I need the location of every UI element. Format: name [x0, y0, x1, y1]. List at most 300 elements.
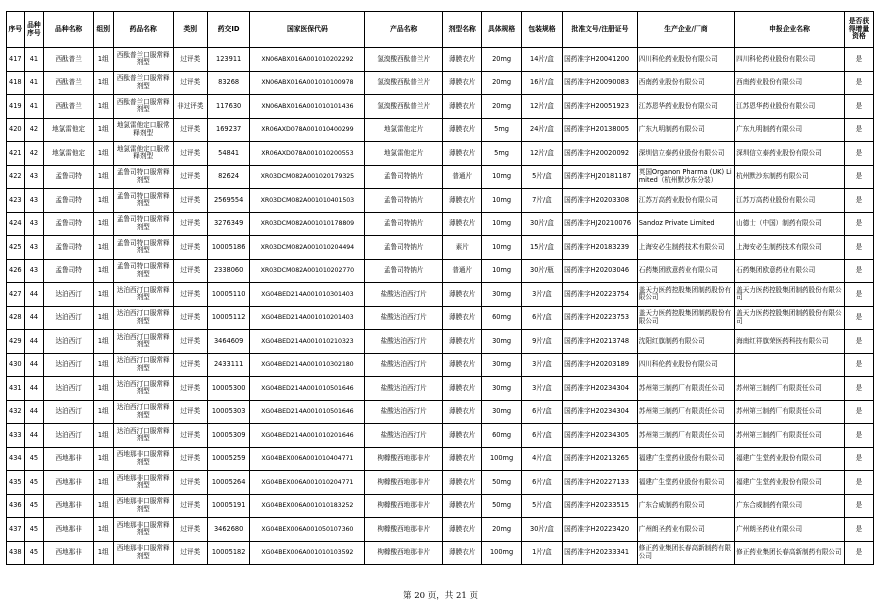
table-cell: 435 [7, 471, 25, 495]
col-header: 是否获得增量资格 [844, 12, 873, 48]
table-cell: 3片/盒 [521, 377, 562, 401]
table-cell: 西地那非口服常释剂型 [113, 494, 173, 518]
table-cell: 1组 [93, 48, 113, 72]
table-cell: 是 [844, 71, 873, 95]
table-cell: 44 [24, 283, 44, 307]
table-cell: 431 [7, 377, 25, 401]
table-cell: 418 [7, 71, 25, 95]
table-cell: 西地那非口服常释剂型 [113, 541, 173, 565]
table-cell: 1组 [93, 447, 113, 471]
table-cell: XG04BED214A001010201646 [250, 424, 365, 448]
table-cell: 423 [7, 189, 25, 213]
table-cell: 国药准字H20223753 [563, 306, 638, 330]
table-cell: 薄膜衣片 [443, 306, 482, 330]
table-cell: 3462680 [207, 518, 249, 542]
table-cell: 1组 [93, 189, 113, 213]
col-header: 类别 [173, 12, 207, 48]
table-cell: 434 [7, 447, 25, 471]
table-cell: 西地那非 [44, 494, 94, 518]
table-cell: 国药准字H20227133 [563, 471, 638, 495]
table-cell: 5片/盒 [521, 165, 562, 189]
table-cell: 1组 [93, 212, 113, 236]
table-cell: 是 [844, 142, 873, 166]
table-cell: 西地那非口服常释剂型 [113, 471, 173, 495]
table-cell: 西地那非口服常释剂型 [113, 518, 173, 542]
table-cell: 是 [844, 447, 873, 471]
table-cell: 福建广生堂药业股份有限公司 [735, 447, 845, 471]
table-cell: 孟鲁司特 [44, 189, 94, 213]
table-cell: 1组 [93, 471, 113, 495]
table-cell: 30mg [482, 377, 521, 401]
table-cell: 过评类 [173, 494, 207, 518]
table-cell: 是 [844, 353, 873, 377]
table-cell: 过评类 [173, 518, 207, 542]
table-row [7, 189, 874, 213]
table-cell: 是 [844, 118, 873, 142]
table-cell: 西酞普兰口服常释剂型 [113, 95, 173, 119]
table-cell: XG04BEX006A001010183252 [250, 494, 365, 518]
table-cell: 国药准字H20183239 [563, 236, 638, 260]
table-cell: 西酞普兰口服常释剂型 [113, 48, 173, 72]
table-row [7, 259, 874, 283]
table-cell: 44 [24, 330, 44, 354]
table-cell: 2338060 [207, 259, 249, 283]
table-cell: 41 [24, 48, 44, 72]
table-cell: 7片/盒 [521, 189, 562, 213]
col-header: 申报企业名称 [735, 12, 845, 48]
table-row [7, 541, 874, 565]
table-cell: 1组 [93, 71, 113, 95]
table-cell: 428 [7, 306, 25, 330]
table-cell: 10mg [482, 212, 521, 236]
table-cell: 5mg [482, 118, 521, 142]
table-cell: 2569554 [207, 189, 249, 213]
table-cell: 达泊西汀 [44, 306, 94, 330]
table-cell: 达泊西汀口服常释剂型 [113, 330, 173, 354]
table-cell: 四川科伦药业股份有限公司 [735, 48, 845, 72]
table-cell: 石药集团欧意药业有限公司 [735, 259, 845, 283]
table-cell: 20mg [482, 48, 521, 72]
table-cell: 上海安必生制药技术有限公司 [735, 236, 845, 260]
table-cell: 国药准字H20138005 [563, 118, 638, 142]
table-row [7, 330, 874, 354]
table-cell: 30mg [482, 330, 521, 354]
table-cell: 薄膜衣片 [443, 330, 482, 354]
table-cell: 1组 [93, 494, 113, 518]
table-cell: 孟鲁司特钠片 [365, 189, 443, 213]
table-cell: 孟鲁司特口服常释剂型 [113, 189, 173, 213]
col-header: 组别 [93, 12, 113, 48]
table-cell: 薄膜衣片 [443, 518, 482, 542]
table-cell: 江苏恩华药业股份有限公司 [735, 95, 845, 119]
col-header: 序号 [7, 12, 25, 48]
table-cell: 1组 [93, 283, 113, 307]
table-cell: 1组 [93, 118, 113, 142]
table-cell: 枸橼酸西地那非片 [365, 494, 443, 518]
table-cell: 盖天力医药控股集团制药股份有限公司 [735, 306, 845, 330]
table-cell [735, 353, 845, 377]
table-cell: 广东合威制药有限公司 [637, 494, 734, 518]
table-cell: 苏州第三制药厂有限责任公司 [735, 400, 845, 424]
table-cell: 43 [24, 165, 44, 189]
table-row [7, 400, 874, 424]
table-row [7, 118, 874, 142]
table-cell: 达泊西汀 [44, 377, 94, 401]
table-cell: 国药准字H20020092 [563, 142, 638, 166]
table-row [7, 353, 874, 377]
table-cell: 60mg [482, 306, 521, 330]
table-cell: 417 [7, 48, 25, 72]
table-cell: 30片/瓶 [521, 259, 562, 283]
table-cell: 1组 [93, 541, 113, 565]
table-cell: 过评类 [173, 212, 207, 236]
table-cell: 薄膜衣片 [443, 353, 482, 377]
table-cell: 10005259 [207, 447, 249, 471]
table-row [7, 212, 874, 236]
table-cell: 41 [24, 95, 44, 119]
table-cell: 薄膜衣片 [443, 189, 482, 213]
table-cell: 氢溴酸西酞普兰片 [365, 95, 443, 119]
table-cell: 429 [7, 330, 25, 354]
table-cell: 过评类 [173, 71, 207, 95]
col-header: 具体规格 [482, 12, 521, 48]
table-cell: 169237 [207, 118, 249, 142]
table-cell: XG04BED214A001010301403 [250, 283, 365, 307]
table-cell: 过评类 [173, 424, 207, 448]
table-cell: 苏州第三制药厂有限责任公司 [637, 424, 734, 448]
table-cell: XG04BED214A001010302180 [250, 353, 365, 377]
table-cell: 孟鲁司特钠片 [365, 212, 443, 236]
table-cell: 达泊西汀口服常释剂型 [113, 283, 173, 307]
table-cell: 海南红祥旗荣医药科技有限公司 [735, 330, 845, 354]
table-cell: 45 [24, 447, 44, 471]
col-header: 国家医保代码 [250, 12, 365, 48]
table-cell: 42 [24, 142, 44, 166]
table-cell: 20mg [482, 95, 521, 119]
table-cell: 1组 [93, 142, 113, 166]
table-cell: 苏州第三制药厂有限责任公司 [637, 400, 734, 424]
table-cell: 西酞普兰 [44, 95, 94, 119]
table-cell: 孟鲁司特口服常释剂型 [113, 212, 173, 236]
table-cell: 6片/盒 [521, 306, 562, 330]
table-cell: 30mg [482, 283, 521, 307]
table-cell: 薄膜衣片 [443, 424, 482, 448]
table-cell: 1组 [93, 400, 113, 424]
table-cell: 盐酸达泊西汀片 [365, 283, 443, 307]
table-cell: XG04BEX006A001010103592 [250, 541, 365, 565]
table-cell: 达泊西汀 [44, 424, 94, 448]
table-cell: 1组 [93, 236, 113, 260]
table-cell: 是 [844, 518, 873, 542]
table-cell: 福建广生堂药业股份有限公司 [637, 471, 734, 495]
col-header: 品种序号 [24, 12, 44, 48]
table-cell: 国药准字H20203046 [563, 259, 638, 283]
table-cell: 石药集团欧意药业有限公司 [637, 259, 734, 283]
table-cell: 英国Organon Pharma (UK) Limited（杭州默沙东分装） [637, 165, 734, 189]
table-cell: 436 [7, 494, 25, 518]
table-cell: 广州朗圣药业有限公司 [735, 518, 845, 542]
table-cell: 6片/盒 [521, 471, 562, 495]
table-cell: 82624 [207, 165, 249, 189]
table-cell: 孟鲁司特 [44, 212, 94, 236]
table-cell: 43 [24, 212, 44, 236]
table-cell: 10005264 [207, 471, 249, 495]
table-cell: 10005182 [207, 541, 249, 565]
table-cell: 1组 [93, 518, 113, 542]
table-cell: 薄膜衣片 [443, 118, 482, 142]
table-cell: 419 [7, 95, 25, 119]
table-cell: 1组 [93, 165, 113, 189]
table-cell: 枸橼酸西地那非片 [365, 518, 443, 542]
table-row [7, 283, 874, 307]
table-cell: 425 [7, 236, 25, 260]
table-cell: 过评类 [173, 471, 207, 495]
table-cell: 广东九明制药有限公司 [637, 118, 734, 142]
table-cell: 国药准字H20223420 [563, 518, 638, 542]
table-cell: 5片/盒 [521, 494, 562, 518]
table-cell: 1组 [93, 353, 113, 377]
table-cell: 20mg [482, 71, 521, 95]
table-cell: 437 [7, 518, 25, 542]
table-cell: 是 [844, 189, 873, 213]
table-cell: 盐酸达泊西汀片 [365, 400, 443, 424]
table-cell: 430 [7, 353, 25, 377]
table-cell: 苏州第三制药厂有限责任公司 [637, 377, 734, 401]
table-cell: 国药准字H20234304 [563, 377, 638, 401]
table-cell: 6片/盒 [521, 424, 562, 448]
table-cell: 薄膜衣片 [443, 142, 482, 166]
table-cell: XR03DCM082A001010202770 [250, 259, 365, 283]
table-cell: 是 [844, 95, 873, 119]
table-cell: XG04BEX006A001050107360 [250, 518, 365, 542]
table-cell: 孟鲁司特 [44, 259, 94, 283]
table-cell: 国药准字H20233341 [563, 541, 638, 565]
table-cell: 2433111 [207, 353, 249, 377]
table-cell: 过评类 [173, 165, 207, 189]
table-row [7, 424, 874, 448]
table-cell: 西南药业股份有限公司 [637, 71, 734, 95]
table-cell: 是 [844, 283, 873, 307]
table-cell: 国药准字H20041200 [563, 48, 638, 72]
table-cell: 是 [844, 259, 873, 283]
table-cell: 国药准字HJ20210076 [563, 212, 638, 236]
table-cell: 深圳信立泰药业股份有限公司 [735, 142, 845, 166]
table-cell: XG04BED214A001010210323 [250, 330, 365, 354]
table-cell: 20mg [482, 518, 521, 542]
table-cell: 10005303 [207, 400, 249, 424]
table-cell: 苏州第三制药厂有限责任公司 [735, 377, 845, 401]
table-cell: 福建广生堂药业股份有限公司 [637, 447, 734, 471]
table-cell: XG04BEX006A001010404771 [250, 447, 365, 471]
table-cell: 14片/盒 [521, 48, 562, 72]
table-cell: 30mg [482, 400, 521, 424]
table-cell: 44 [24, 400, 44, 424]
table-cell: 9片/盒 [521, 330, 562, 354]
table-cell: 1组 [93, 377, 113, 401]
table-cell: 1组 [93, 95, 113, 119]
table-cell: 44 [24, 424, 44, 448]
table-cell: 12片/盒 [521, 142, 562, 166]
table-cell: 100mg [482, 541, 521, 565]
table-cell: 江苏万高药业股份有限公司 [637, 189, 734, 213]
table-cell: 西酞普兰 [44, 48, 94, 72]
table-cell: 是 [844, 377, 873, 401]
table-row [7, 48, 874, 72]
table-cell: 1组 [93, 259, 113, 283]
table-cell: 是 [844, 471, 873, 495]
table-cell: 是 [844, 330, 873, 354]
table-cell: 433 [7, 424, 25, 448]
col-header: 品种名称 [44, 12, 94, 48]
table-cell: 是 [844, 494, 873, 518]
table-cell: 达泊西汀 [44, 400, 94, 424]
table-cell: 薄膜衣片 [443, 283, 482, 307]
table-cell: 15片/盒 [521, 236, 562, 260]
table-cell: 是 [844, 48, 873, 72]
col-header: 包装规格 [521, 12, 562, 48]
table-cell: 6片/盒 [521, 400, 562, 424]
table-cell: 国药准字H20203308 [563, 189, 638, 213]
table-cell: 地氯雷他定口服常释剂型 [113, 118, 173, 142]
table-cell: 16片/盒 [521, 71, 562, 95]
table-cell: 薄膜衣片 [443, 541, 482, 565]
table-cell: 孟鲁司特口服常释剂型 [113, 165, 173, 189]
table-cell: 1组 [93, 330, 113, 354]
table-cell: XG04BEX006A001010204771 [250, 471, 365, 495]
table-cell: 117630 [207, 95, 249, 119]
table-cell: 438 [7, 541, 25, 565]
table-cell: 杭州默沙东制药有限公司 [735, 165, 845, 189]
table-cell: 50mg [482, 494, 521, 518]
table-cell: 西地那非 [44, 541, 94, 565]
table-cell: 过评类 [173, 118, 207, 142]
table-cell: 国药准字H20090083 [563, 71, 638, 95]
table-row [7, 71, 874, 95]
table-cell: 54841 [207, 142, 249, 166]
table-cell: 江苏恩华药业股份有限公司 [637, 95, 734, 119]
table-cell: 10mg [482, 259, 521, 283]
table-cell: 非过评类 [173, 95, 207, 119]
table-row [7, 447, 874, 471]
table-cell: 过评类 [173, 447, 207, 471]
table-cell: 国药准字H20203189 [563, 353, 638, 377]
table-cell: 盖天力医药控股集团制药股份有限公司 [637, 306, 734, 330]
table-cell: 420 [7, 118, 25, 142]
table-cell: 普通片 [443, 165, 482, 189]
table-cell: XN06ABX016A001010202292 [250, 48, 365, 72]
table-cell: 盐酸达泊西汀片 [365, 424, 443, 448]
table-cell: XR03DCM082A001020179325 [250, 165, 365, 189]
table-cell: 地氯雷他定片 [365, 142, 443, 166]
table-cell: XR03DCM082A001010178809 [250, 212, 365, 236]
table-cell: 45 [24, 518, 44, 542]
table-cell: 西南药业股份有限公司 [735, 71, 845, 95]
col-header: 药交ID [207, 12, 249, 48]
table-cell: 过评类 [173, 306, 207, 330]
table-cell: 过评类 [173, 259, 207, 283]
table-cell: 沈阳红旗制药有限公司 [637, 330, 734, 354]
table-cell: 30片/盒 [521, 212, 562, 236]
table-cell: 4片/盒 [521, 447, 562, 471]
table-cell: 1组 [93, 306, 113, 330]
table-cell: 30片/盒 [521, 518, 562, 542]
table-cell: 24片/盒 [521, 118, 562, 142]
table-row [7, 377, 874, 401]
table-cell: 西地那非口服常释剂型 [113, 447, 173, 471]
table-cell: 432 [7, 400, 25, 424]
table-cell: 43 [24, 189, 44, 213]
table-cell: 过评类 [173, 283, 207, 307]
table-cell: 盖天力医药控股集团制药股份有限公司 [637, 283, 734, 307]
table-cell: 12片/盒 [521, 95, 562, 119]
table-cell: 盐酸达泊西汀片 [365, 377, 443, 401]
table-row [7, 236, 874, 260]
table-cell: 孟鲁司特钠片 [365, 165, 443, 189]
table-cell: 10005112 [207, 306, 249, 330]
table-cell: 西地那非 [44, 518, 94, 542]
table-cell: 426 [7, 259, 25, 283]
table-cell: 盐酸达泊西汀片 [365, 330, 443, 354]
table-cell: 是 [844, 165, 873, 189]
col-header: 生产企业/厂商 [637, 12, 734, 48]
table-cell: 过评类 [173, 48, 207, 72]
table-cell: 43 [24, 259, 44, 283]
table-cell: 过评类 [173, 330, 207, 354]
table-cell: 过评类 [173, 400, 207, 424]
table-cell: Sandoz Private Limited [637, 212, 734, 236]
table-cell: 国药准字H20051923 [563, 95, 638, 119]
table-cell: XR03DCM082A001010204494 [250, 236, 365, 260]
table-cell: 10005191 [207, 494, 249, 518]
table-cell: 孟鲁司特 [44, 165, 94, 189]
table-cell: 地氯雷他定 [44, 118, 94, 142]
table-row [7, 142, 874, 166]
table-cell: 薄膜衣片 [443, 377, 482, 401]
table-cell: XN06ABX016A001010101436 [250, 95, 365, 119]
table-cell: 普通片 [443, 259, 482, 283]
table-cell: XR03DCM082A001010401503 [250, 189, 365, 213]
table-cell: 国药准字H20234304 [563, 400, 638, 424]
table-cell: 3464609 [207, 330, 249, 354]
table-cell: 达泊西汀 [44, 353, 94, 377]
table-cell: 修正药业集团长春高新制药有限公司 [637, 541, 734, 565]
table-cell: 44 [24, 377, 44, 401]
col-header: 剂型名称 [443, 12, 482, 48]
table-row [7, 518, 874, 542]
table-cell: 盐酸达泊西汀片 [365, 306, 443, 330]
table-cell: 上海安必生制药技术有限公司 [637, 236, 734, 260]
table-cell: 地氯雷他定口服常释剂型 [113, 142, 173, 166]
table-cell: 10005300 [207, 377, 249, 401]
table-cell: 3片/盒 [521, 283, 562, 307]
table-cell: 深圳信立泰药业股份有限公司 [637, 142, 734, 166]
table-cell: 薄膜衣片 [443, 447, 482, 471]
table-cell: XG04BED214A001010501646 [250, 400, 365, 424]
table-cell: 薄膜衣片 [443, 48, 482, 72]
table-cell: 国药准字H20223754 [563, 283, 638, 307]
table-cell: 薄膜衣片 [443, 95, 482, 119]
table-cell: 83268 [207, 71, 249, 95]
table-cell: 苏州第三制药厂有限责任公司 [735, 424, 845, 448]
table-cell: 422 [7, 165, 25, 189]
table-cell: 西地那非 [44, 471, 94, 495]
table-cell: 30mg [482, 353, 521, 377]
table-cell: XN06ABX016A001010100978 [250, 71, 365, 95]
table-cell: 国药准字H20213265 [563, 447, 638, 471]
table-cell: 过评类 [173, 377, 207, 401]
table-cell: 50mg [482, 471, 521, 495]
table-cell: 10005309 [207, 424, 249, 448]
